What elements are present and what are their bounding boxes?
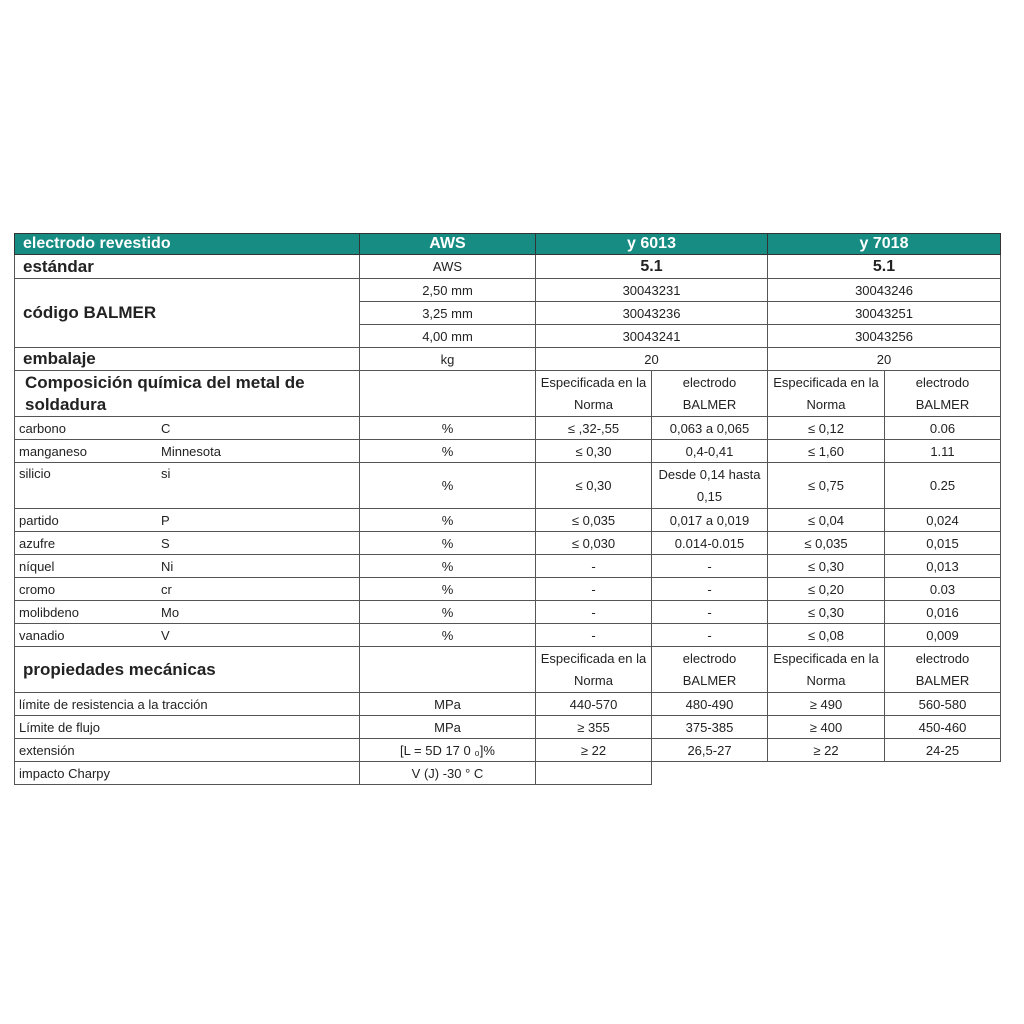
spec-6013: - — [536, 601, 652, 624]
element-unit: % — [360, 509, 536, 532]
mechanical-row — [15, 716, 1001, 739]
header-7018: y 7018 — [768, 234, 1001, 255]
spec-6013: ≤ 0,30 — [536, 463, 652, 509]
balmer-6013: Desde 0,14 hasta 0,15 — [652, 463, 768, 509]
spec-6013: ≥ 22 — [536, 739, 652, 762]
balmer-6013: 0.014-0.015 — [652, 532, 768, 555]
balmer-header-6013: electrodo BALMER — [652, 371, 768, 417]
spec-7018: ≤ 0,20 — [768, 578, 885, 601]
packing-label: embalaje — [15, 348, 360, 371]
spec-6013: - — [536, 578, 652, 601]
code-size: 2,50 mm — [360, 279, 536, 302]
balmer-7018: 560-580 — [885, 693, 1001, 716]
element-name: carbono — [19, 420, 66, 436]
spec-7018: ≥ 490 — [768, 693, 885, 716]
spec-6013: 440-570 — [536, 693, 652, 716]
balmer-6013: 0,063 a 0,065 — [652, 417, 768, 440]
element-unit: % — [360, 624, 536, 647]
balmer-6013: - — [652, 601, 768, 624]
spec-6013: - — [536, 624, 652, 647]
balmer-7018: 0,013 — [885, 555, 1001, 578]
composition-row — [15, 532, 1001, 555]
element-unit: % — [360, 555, 536, 578]
code-size: 4,00 mm — [360, 325, 536, 348]
balmer-header-7018: electrodo BALMER — [885, 647, 1001, 693]
composition-row — [15, 601, 1001, 624]
element-cell — [15, 601, 360, 624]
element-unit: % — [360, 463, 536, 509]
balmer-7018: 0.25 — [885, 463, 1001, 509]
element-symbol: S — [161, 535, 170, 551]
property-name: límite de resistencia a la tracción — [15, 693, 360, 716]
spec-6013: ≤ ,32-,55 — [536, 417, 652, 440]
element-unit: % — [360, 440, 536, 463]
composition-row — [15, 555, 1001, 578]
composition-row — [15, 509, 1001, 532]
packing-7018: 20 — [768, 348, 1001, 371]
code-row — [15, 279, 1001, 302]
code-7018: 30043256 — [768, 325, 1001, 348]
spec-7018: ≤ 0,12 — [768, 417, 885, 440]
standard-label: estándar — [15, 255, 360, 279]
element-symbol: Ni — [161, 558, 174, 574]
balmer-6013: 480-490 — [652, 693, 768, 716]
element-cell — [15, 532, 360, 555]
element-cell — [15, 509, 360, 532]
balmer-6013: - — [652, 555, 768, 578]
balmer-7018: 0,015 — [885, 532, 1001, 555]
element-cell — [15, 440, 360, 463]
composition-row — [15, 440, 1001, 463]
spec-7018: ≤ 0,30 — [768, 555, 885, 578]
spec-header-7018: Especificada en la Norma — [768, 371, 885, 417]
element-cell — [15, 624, 360, 647]
balmer-7018: 1.11 — [885, 440, 1001, 463]
spec-header-6013: Especificada en la Norma — [536, 647, 652, 693]
spec-6013: - — [536, 555, 652, 578]
composition-row — [15, 463, 1001, 509]
packing-unit: kg — [360, 348, 536, 371]
composition-row — [15, 417, 1001, 440]
element-name: cromo — [19, 581, 56, 597]
element-symbol: Mo — [161, 604, 180, 620]
charpy-row — [15, 762, 1001, 785]
balmer-7018: 0.03 — [885, 578, 1001, 601]
balmer-6013: 375-385 — [652, 716, 768, 739]
standard-unit: AWS — [360, 255, 536, 279]
element-symbol: C — [161, 420, 171, 436]
element-cell — [15, 417, 360, 440]
mechanical-unit-blank — [360, 647, 536, 693]
balmer-6013: - — [652, 624, 768, 647]
mechanical-header-row — [15, 647, 1001, 693]
balmer-6013: 0,017 a 0,019 — [652, 509, 768, 532]
balmer-6013: 0,4-0,41 — [652, 440, 768, 463]
composition-row — [15, 578, 1001, 601]
composition-row — [15, 624, 1001, 647]
spec-7018: ≤ 0,08 — [768, 624, 885, 647]
balmer-7018: 450-460 — [885, 716, 1001, 739]
code-label: código BALMER — [15, 279, 360, 348]
composition-header-row — [15, 371, 1001, 417]
spec-7018: ≤ 0,04 — [768, 509, 885, 532]
element-name: partido — [19, 512, 59, 528]
element-unit: % — [360, 417, 536, 440]
element-cell — [15, 578, 360, 601]
spec-header-6013: Especificada en la Norma — [536, 371, 652, 417]
property-name: extensión — [15, 739, 360, 762]
element-cell — [15, 555, 360, 578]
header-aws: AWS — [360, 234, 536, 255]
property-unit: [L = 5D 17 0 ₀]% — [360, 739, 536, 762]
element-symbol: cr — [161, 581, 172, 597]
balmer-7018: 0.06 — [885, 417, 1001, 440]
composition-label: Composición química del metal de soldadura — [15, 371, 360, 417]
packing-6013: 20 — [536, 348, 768, 371]
code-6013: 30043241 — [536, 325, 768, 348]
spec-header-7018: Especificada en la Norma — [768, 647, 885, 693]
code-6013: 30043236 — [536, 302, 768, 325]
element-symbol: V — [161, 627, 170, 643]
balmer-7018: 0,009 — [885, 624, 1001, 647]
spec-6013: ≤ 0,035 — [536, 509, 652, 532]
element-unit: % — [360, 532, 536, 555]
standard-7018: 5.1 — [768, 255, 1001, 279]
element-name: silicio — [19, 466, 51, 481]
standard-row — [15, 255, 1001, 279]
composition-unit-blank — [360, 371, 536, 417]
element-name: vanadio — [19, 627, 65, 643]
header-row — [15, 234, 1001, 255]
charpy-blank — [536, 762, 652, 785]
element-name: níquel — [19, 558, 55, 574]
element-cell — [15, 463, 360, 509]
charpy-unit: V (J) -30 ° C — [360, 762, 536, 785]
mechanical-label: propiedades mecánicas — [15, 647, 360, 693]
code-7018: 30043251 — [768, 302, 1001, 325]
element-symbol: P — [161, 512, 170, 528]
element-name: azufre — [19, 535, 56, 551]
spec-6013: ≤ 0,030 — [536, 532, 652, 555]
spec-7018: ≤ 1,60 — [768, 440, 885, 463]
balmer-6013: - — [652, 578, 768, 601]
balmer-7018: 0,016 — [885, 601, 1001, 624]
spec-table — [14, 233, 1001, 785]
balmer-7018: 24-25 — [885, 739, 1001, 762]
element-name: molibdeno — [19, 604, 79, 620]
balmer-6013: 26,5-27 — [652, 739, 768, 762]
balmer-7018: 0,024 — [885, 509, 1001, 532]
element-unit: % — [360, 578, 536, 601]
header-label: electrodo revestido — [15, 234, 360, 255]
property-name: Límite de flujo — [15, 716, 360, 739]
code-size: 3,25 mm — [360, 302, 536, 325]
spec-7018: ≤ 0,30 — [768, 601, 885, 624]
element-name: manganeso — [19, 443, 87, 459]
spec-7018: ≥ 22 — [768, 739, 885, 762]
code-6013: 30043231 — [536, 279, 768, 302]
mechanical-row — [15, 739, 1001, 762]
mechanical-row — [15, 693, 1001, 716]
property-unit: MPa — [360, 693, 536, 716]
spec-6013: ≤ 0,30 — [536, 440, 652, 463]
header-6013: y 6013 — [536, 234, 768, 255]
property-unit: MPa — [360, 716, 536, 739]
spec-7018: ≥ 400 — [768, 716, 885, 739]
spec-7018: ≤ 0,035 — [768, 532, 885, 555]
balmer-header-6013: electrodo BALMER — [652, 647, 768, 693]
standard-6013: 5.1 — [536, 255, 768, 279]
element-unit: % — [360, 601, 536, 624]
balmer-header-7018: electrodo BALMER — [885, 371, 1001, 417]
element-symbol: Minnesota — [161, 443, 221, 459]
code-7018: 30043246 — [768, 279, 1001, 302]
packing-row — [15, 348, 1001, 371]
spec-6013: ≥ 355 — [536, 716, 652, 739]
spec-7018: ≤ 0,75 — [768, 463, 885, 509]
charpy-name: impacto Charpy — [15, 762, 360, 785]
element-symbol: si — [161, 466, 171, 481]
